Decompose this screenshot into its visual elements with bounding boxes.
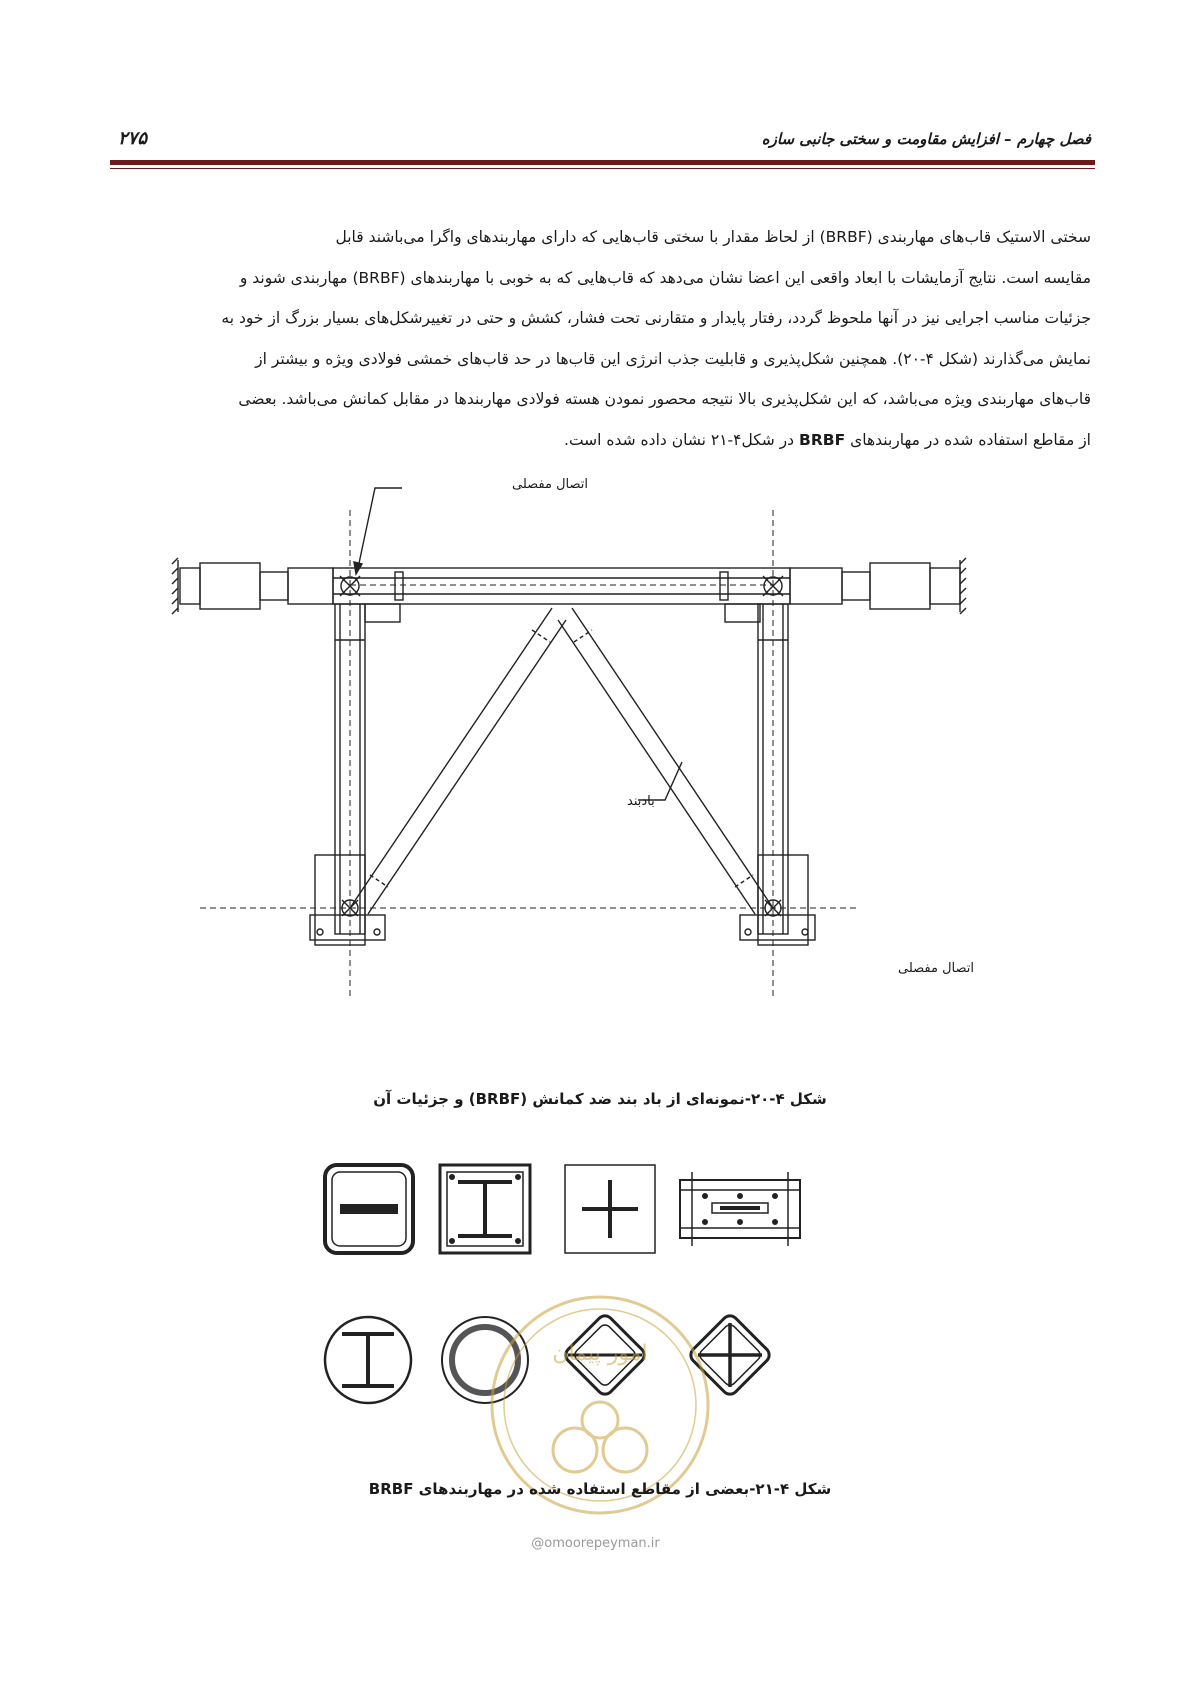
left-brace — [350, 608, 566, 914]
boxed-i-section-icon — [440, 1165, 530, 1253]
last-line-after: در شکل۴-۲۱ نشان داده شده است. — [564, 430, 795, 449]
paragraph-line: قاب‌های مهاربندی ویژه می‌باشد، که این شکل‌پذیری بالا نتیجه محصور نمودن هسته فولادی مهاربندها در مقابل کمانش می‌باشد. بعضی — [238, 390, 1091, 408]
right-wall-icon — [960, 558, 966, 614]
footer-website: @omoorepeyman.ir — [531, 1536, 660, 1551]
paragraph-line: نمایش می‌گذارند (شکل ۴-۲۰). همچنین شکل‌پذیری و قابلیت جذب انرژی این قاب‌ها در حد قاب‌های خمشی فولادی ویژه و بیشتر از — [255, 349, 1091, 368]
chapter-title: فصل چهارم – افزایش مقاومت و سختی جانبی سازه — [761, 130, 1091, 148]
last-line-bold: BRBF — [799, 430, 846, 449]
circular-i-section-icon — [325, 1317, 411, 1403]
right-brace — [558, 608, 773, 914]
header-rule-thick — [110, 160, 1095, 165]
figure1-caption: شکل ۴-۲۰-نمونه‌ای از باد بند ضد کمانش (BRBF) و جزئیات آن — [373, 1090, 827, 1108]
watermark-text: امور پیمان — [552, 1341, 648, 1366]
right-actuator-icon — [790, 563, 960, 609]
label-brace: بادبند — [627, 794, 655, 809]
paragraph-line: مقایسه است. نتایج آزمایشات با ابعاد واقعی این اعضا نشان می‌دهد که قاب‌هایی که به خوبی با مهاربندهای (BRBF) مهاربندی شوند و — [239, 268, 1091, 287]
bolted-plate-section-icon — [680, 1172, 800, 1246]
body-paragraph — [113, 217, 1091, 460]
left-actuator-icon — [180, 563, 333, 609]
paragraph-last-line — [113, 420, 1091, 461]
top-hinge-leader — [358, 488, 402, 568]
right-base-plate — [740, 855, 815, 945]
label-hinge-bottom: اتصال مفصلی — [898, 961, 974, 976]
paragraph-line: سختی الاستیک قاب‌های مهاربندی (BRBF) از لحاظ مقدار با سختی قاب‌هایی که دارای مهاربندهای واگرا می‌باشند قابل — [335, 228, 1091, 246]
label-hinge-top: اتصال مفصلی — [512, 477, 588, 492]
paragraph-line: جزئیات مناسب اجرایی نیز در آنها ملحوظ گردد، رفتار پایدار و متقارنی تحت فشار، کشش و حتی در تغییرشکل‌های بسیار بزرگ از خود به — [221, 309, 1091, 327]
left-base-plate — [310, 855, 385, 945]
last-line-before: از مقاطع استفاده شده در مهاربندهای — [850, 430, 1091, 449]
page-number: ۲۷۵ — [118, 128, 148, 149]
rect-tube-plate-icon — [325, 1165, 413, 1253]
brbf-frame-figure — [170, 477, 1030, 1055]
cruciform-section-icon — [565, 1165, 655, 1253]
figure2-caption: شکل ۴-۲۱-بعضی از مقاطع استفاده شده در مهاربندهای BRBF — [368, 1480, 832, 1498]
centerlines — [200, 510, 860, 1000]
left-wall-icon — [172, 558, 178, 614]
header-rule-thin — [110, 168, 1095, 169]
top-beam — [333, 568, 790, 622]
